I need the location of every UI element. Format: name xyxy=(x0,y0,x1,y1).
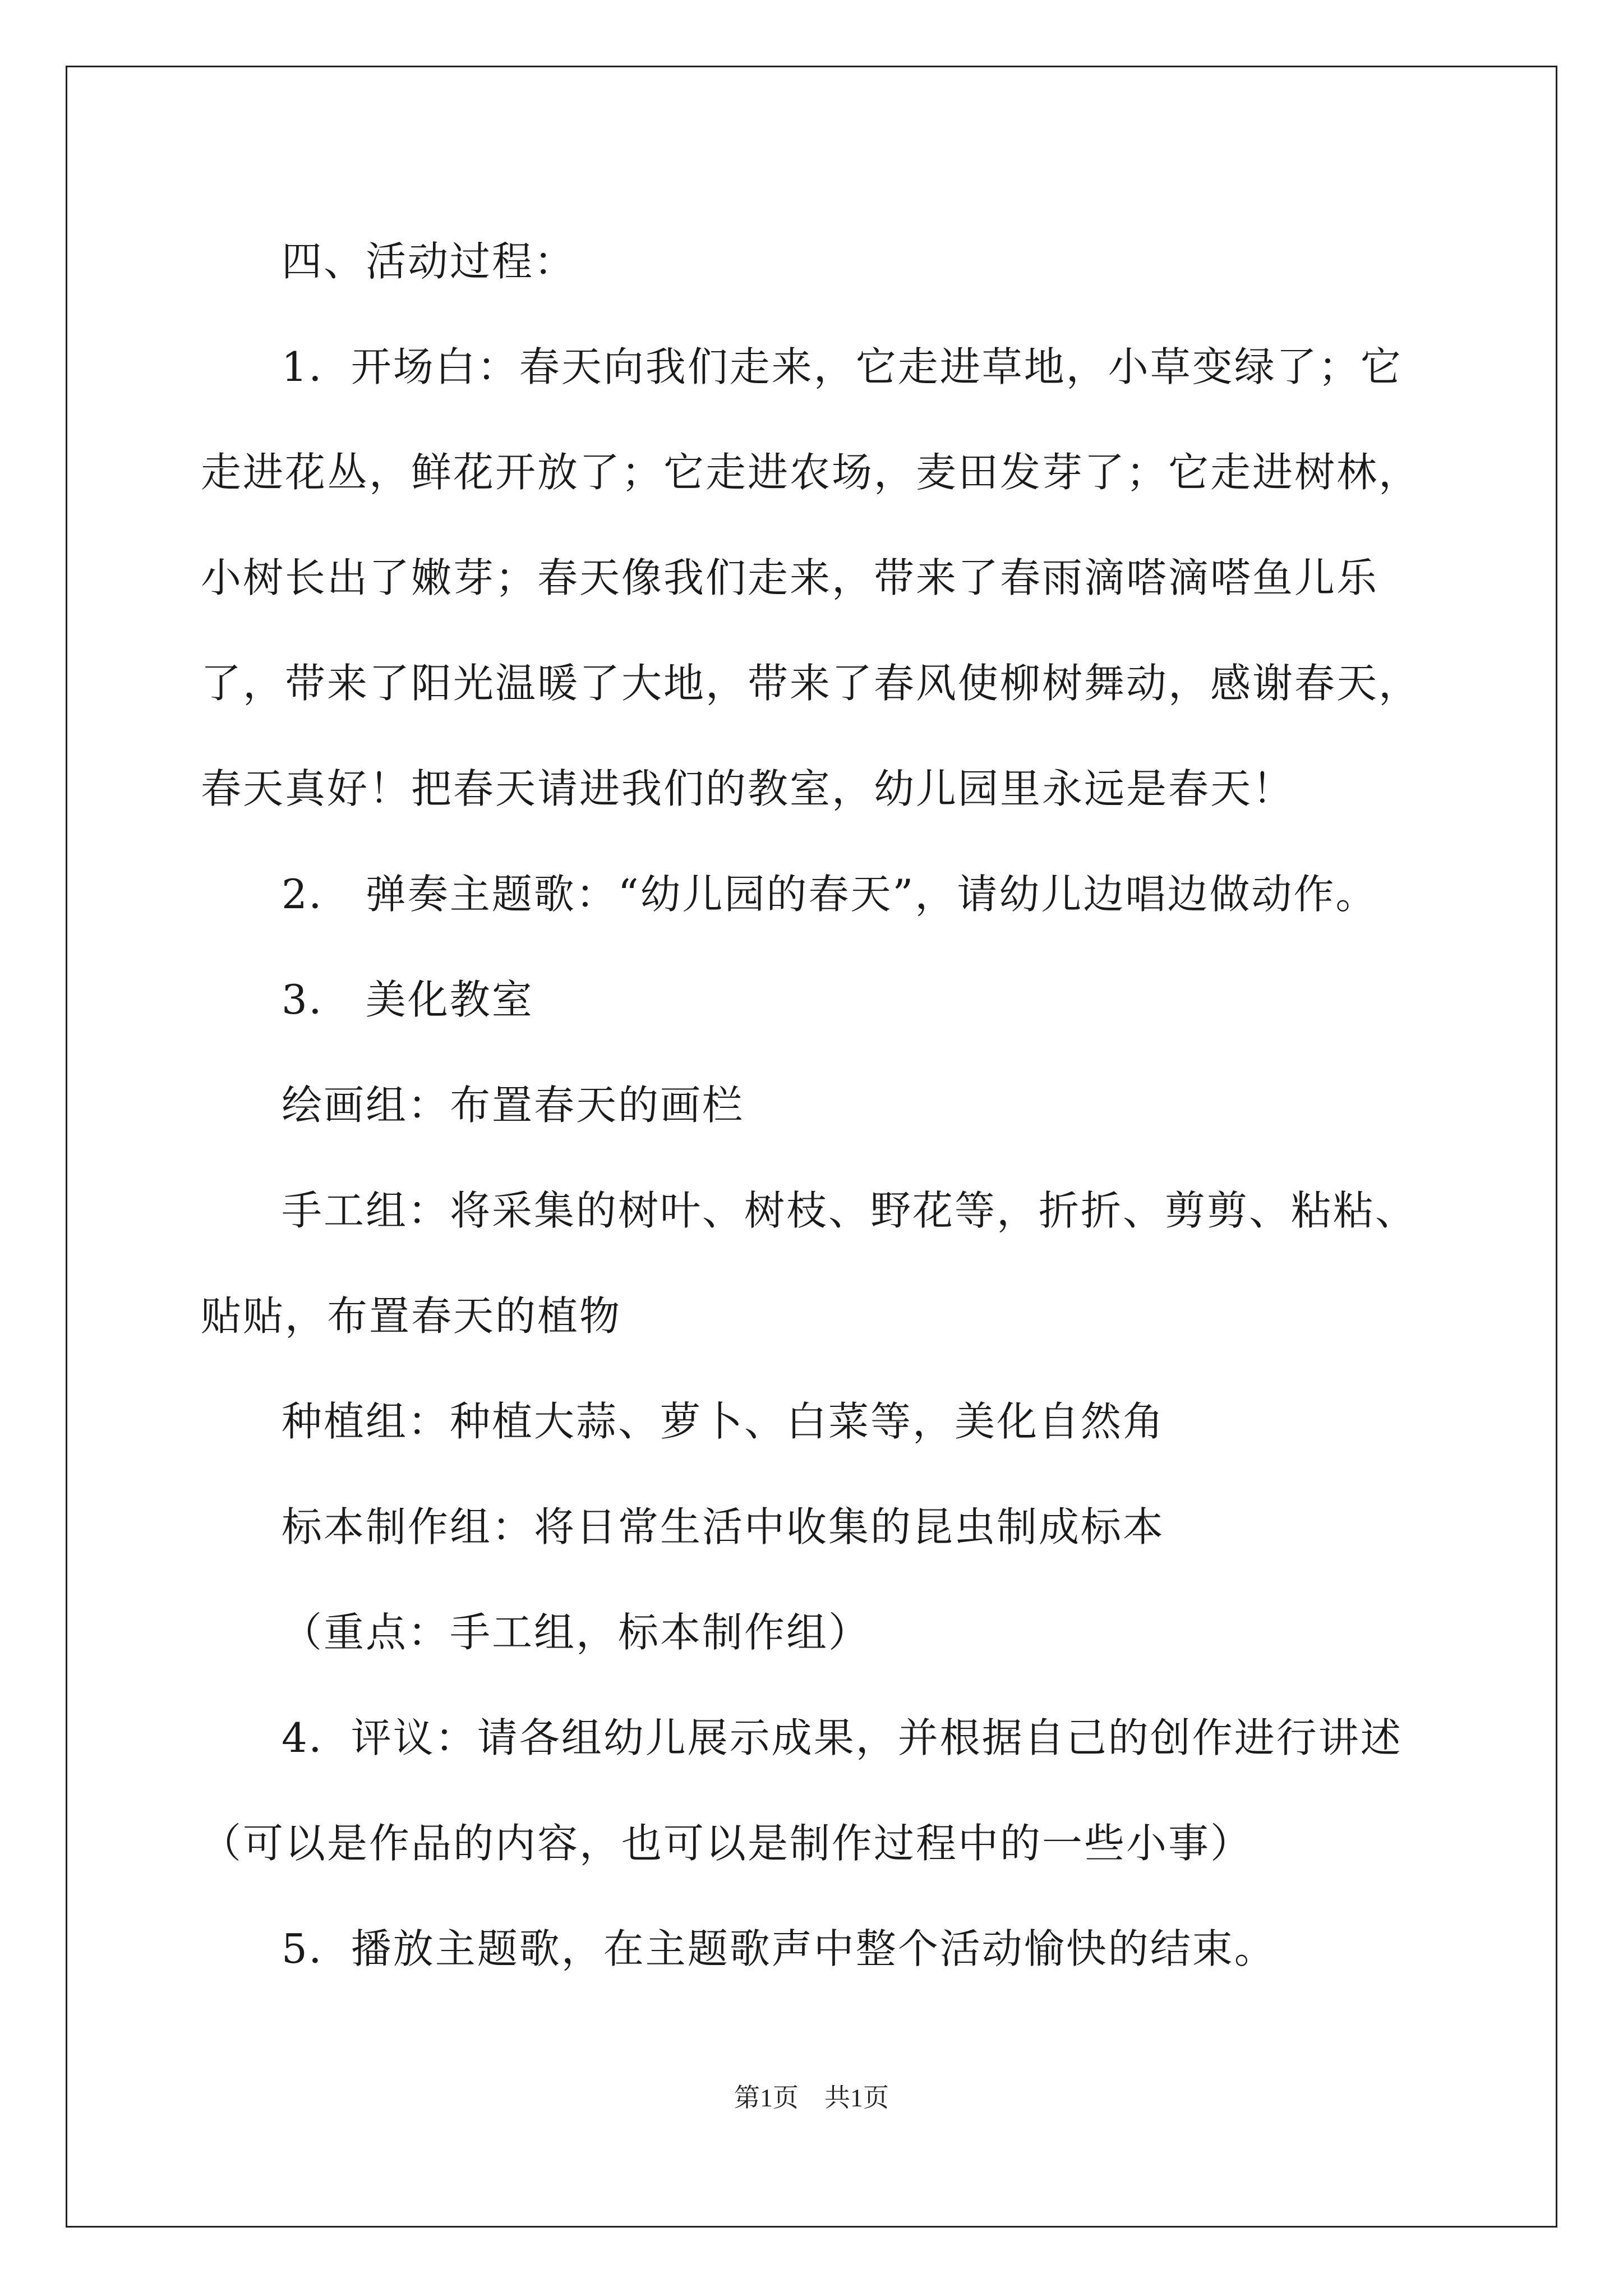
paragraph-drawing-group: 绘画组：布置春天的画栏 xyxy=(282,1082,745,1129)
paragraph-opening-speech: 1．开场白：春天向我们走来，它走进草地，小草变绿了；它走进花丛，鲜花开放了；它走进农场，麦田发芽了；它走进树林，小树长出了嫩芽；春天像我们走来，带来了春雨滴嗒滴嗒鱼儿乐了，带来了阳光温暖了大地，带来了春风使柳树舞动，感谢春天，春天真好！把春天请进我们的教室，幼儿园里永远是春天！ xyxy=(201,343,1421,812)
paragraph-theme-song: 2． 弹奏主题歌：“幼儿园的春天”，请幼儿边唱边做动作。 xyxy=(282,871,1378,918)
paragraph-specimen-group: 标本制作组：将日常生活中收集的昆虫制成标本 xyxy=(282,1503,1165,1550)
paragraph-planting-group: 种植组：种植大蒜、萝卜、白菜等，美化自然角 xyxy=(282,1398,1165,1445)
paragraph-handcraft-group: 手工组：将采集的树叶、树枝、野花等，折折、剪剪、粘粘、贴贴，布置春天的植物 xyxy=(201,1187,1418,1340)
page-number-footer: 第1页 共1页 xyxy=(734,2083,889,2112)
paragraph-closing: 5．播放主题歌，在主题歌声中整个活动愉快的结束。 xyxy=(282,1925,1276,1972)
section-heading: 四、活动过程： xyxy=(282,238,577,285)
paragraph-review: 4．评议：请各组幼儿展示成果，并根据自己的创作进行讲述（可以是作品的内容，也可以是制作过程中的一些小事） xyxy=(201,1714,1403,1867)
paragraph-key-points: （重点：手工组，标本制作组） xyxy=(282,1609,871,1656)
document-body xyxy=(201,209,1433,2001)
paragraph-decorate-classroom: 3． 美化教室 xyxy=(282,976,534,1023)
